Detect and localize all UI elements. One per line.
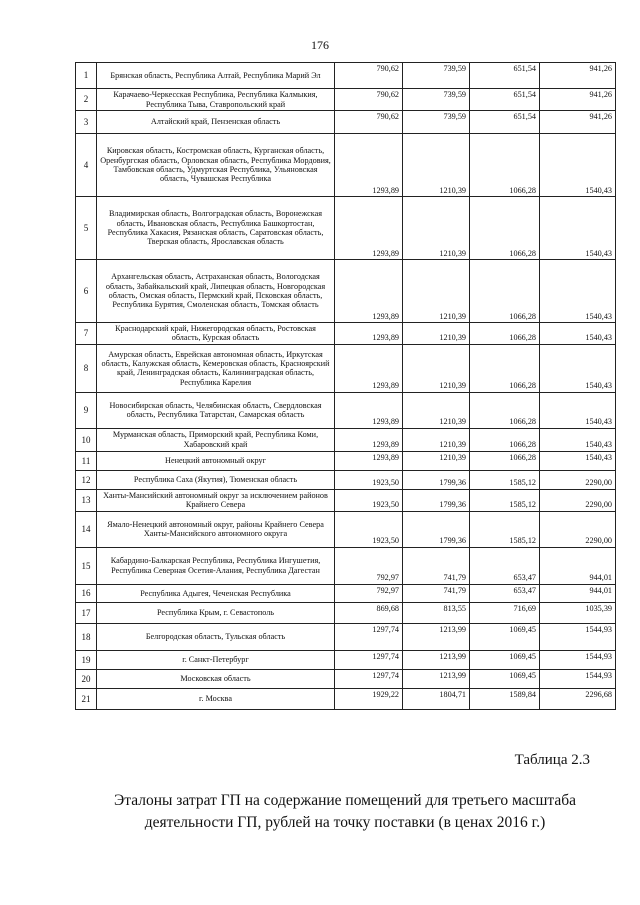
value-cell: 941,26 [540, 111, 616, 134]
table-row [76, 511, 616, 547]
row-number: 17 [76, 602, 97, 623]
value-cell: 1293,89 [335, 134, 403, 197]
value-cell: 1293,89 [335, 260, 403, 323]
value-cell: 2290,00 [540, 511, 616, 547]
value-cell: 1293,89 [335, 451, 403, 470]
value-cell: 1544,93 [540, 623, 616, 650]
table-row [76, 260, 616, 323]
value-cell: 716,69 [470, 602, 540, 623]
value-cell: 1035,39 [540, 602, 616, 623]
table-row [76, 584, 616, 602]
value-cell: 1540,43 [540, 134, 616, 197]
value-cell: 739,59 [403, 63, 470, 89]
region-cell: Ненецкий автономный округ [97, 451, 335, 470]
value-cell: 1210,39 [403, 134, 470, 197]
table-row [76, 89, 616, 111]
value-cell: 941,26 [540, 89, 616, 111]
value-cell: 1297,74 [335, 623, 403, 650]
value-cell: 1069,45 [470, 650, 540, 669]
row-number: 14 [76, 511, 97, 547]
table-row [76, 669, 616, 688]
value-cell: 1540,43 [540, 197, 616, 260]
value-cell: 1210,39 [403, 392, 470, 428]
table-row [76, 197, 616, 260]
value-cell: 1923,50 [335, 511, 403, 547]
table-row [76, 650, 616, 669]
value-cell: 2290,00 [540, 489, 616, 511]
row-number: 18 [76, 623, 97, 650]
value-cell: 1540,43 [540, 428, 616, 451]
row-number: 20 [76, 669, 97, 688]
value-cell: 1544,93 [540, 650, 616, 669]
value-cell: 790,62 [335, 111, 403, 134]
row-number: 2 [76, 89, 97, 111]
value-cell: 1213,99 [403, 623, 470, 650]
value-cell: 651,54 [470, 111, 540, 134]
table-caption: Таблица 2.3 [514, 752, 590, 768]
region-cell: Кабардино-Балкарская Республика, Республика Ингушетия, Республика Северная Осетия-Алания, Республика Дагестан [97, 547, 335, 584]
table-row [76, 688, 616, 709]
table-row [76, 602, 616, 623]
value-cell: 1210,39 [403, 323, 470, 345]
value-cell: 1213,99 [403, 650, 470, 669]
value-cell: 1069,45 [470, 669, 540, 688]
row-number: 10 [76, 428, 97, 451]
value-cell: 2290,00 [540, 470, 616, 489]
region-cell: Республика Саха (Якутия), Тюменская область [97, 470, 335, 489]
value-cell: 1540,43 [540, 323, 616, 345]
region-cell: Московская область [97, 669, 335, 688]
value-cell: 1066,28 [470, 344, 540, 392]
value-cell: 2296,68 [540, 688, 616, 709]
value-cell: 1069,45 [470, 623, 540, 650]
table-body [76, 63, 616, 710]
row-number: 16 [76, 584, 97, 602]
value-cell: 1213,99 [403, 669, 470, 688]
value-cell: 869,68 [335, 602, 403, 623]
region-cell: Ханты-Мансийский автономный округ за исключением районов Крайнего Севера [97, 489, 335, 511]
value-cell: 1066,28 [470, 451, 540, 470]
value-cell: 1585,12 [470, 470, 540, 489]
region-cell: Республика Крым, г. Севастополь [97, 602, 335, 623]
row-number: 9 [76, 392, 97, 428]
region-cell: Ямало-Ненецкий автономный округ, районы Крайнего Севера Ханты-Мансийского автономного округа [97, 511, 335, 547]
cost-table [75, 62, 616, 710]
value-cell: 1540,43 [540, 344, 616, 392]
table-row [76, 623, 616, 650]
value-cell: 651,54 [470, 63, 540, 89]
region-cell: Новосибирская область, Челябинская область, Свердловская область, Республика Татарстан, Самарская область [97, 392, 335, 428]
table-row [76, 323, 616, 345]
value-cell: 741,79 [403, 584, 470, 602]
region-cell: Владимирская область, Волгоградская область, Воронежская область, Ивановская область, Республика Башкортостан, Республика Хакасия, Рязанская область, Саратовская область, Тверская область, Ярославская область [97, 197, 335, 260]
value-cell: 1297,74 [335, 650, 403, 669]
row-number: 5 [76, 197, 97, 260]
value-cell: 790,62 [335, 63, 403, 89]
value-cell: 1293,89 [335, 323, 403, 345]
value-cell: 1066,28 [470, 260, 540, 323]
value-cell: 1210,39 [403, 344, 470, 392]
value-cell: 1540,43 [540, 260, 616, 323]
value-cell: 1297,74 [335, 669, 403, 688]
value-cell: 1544,93 [540, 669, 616, 688]
row-number: 4 [76, 134, 97, 197]
value-cell: 1210,39 [403, 260, 470, 323]
value-cell: 1923,50 [335, 489, 403, 511]
value-cell: 792,97 [335, 547, 403, 584]
value-cell: 1293,89 [335, 428, 403, 451]
row-number: 12 [76, 470, 97, 489]
value-cell: 653,47 [470, 584, 540, 602]
value-cell: 1585,12 [470, 511, 540, 547]
region-cell: Кировская область, Костромская область, Курганская область, Оренбургская область, Орловская область, Республика Мордовия, Тамбовская область, Удмуртская Республика, Ульяновская область, Чувашская Республика [97, 134, 335, 197]
table-row [76, 344, 616, 392]
region-cell: Карачаево-Черкесская Республика, Республика Калмыкия, Республика Тыва, Ставропольский край [97, 89, 335, 111]
row-number: 1 [76, 63, 97, 89]
value-cell: 1540,43 [540, 392, 616, 428]
region-cell: Белгородская область, Тульская область [97, 623, 335, 650]
row-number: 13 [76, 489, 97, 511]
value-cell: 1923,50 [335, 470, 403, 489]
row-number: 7 [76, 323, 97, 345]
row-number: 21 [76, 688, 97, 709]
value-cell: 741,79 [403, 547, 470, 584]
region-cell: Архангельская область, Астраханская область, Вологодская область, Забайкальский край, Липецкая область, Новгородская область, Омская область, Пермский край, Псковская область, Республика Бурятия, Смоленская область, Томская область [97, 260, 335, 323]
row-number: 6 [76, 260, 97, 323]
value-cell: 944,01 [540, 584, 616, 602]
region-cell: Алтайский край, Пензенская область [97, 111, 335, 134]
table-heading: Эталоны затрат ГП на содержание помещений для третьего масштаба деятельности ГП, рублей на точку поставки (в ценах 2016 г.) [114, 792, 576, 832]
value-cell: 1929,22 [335, 688, 403, 709]
row-number: 15 [76, 547, 97, 584]
page-number: 176 [311, 38, 329, 52]
value-cell: 1066,28 [470, 323, 540, 345]
value-cell: 653,47 [470, 547, 540, 584]
row-number: 8 [76, 344, 97, 392]
row-number: 3 [76, 111, 97, 134]
value-cell: 944,01 [540, 547, 616, 584]
region-cell: Республика Адыгея, Чеченская Республика [97, 584, 335, 602]
value-cell: 1210,39 [403, 428, 470, 451]
region-cell: Амурская область, Еврейская автономная область, Иркутская область, Калужская область, Кемеровская область, Красноярский край, Ленинградская область, Калининградская область, Республика Карелия [97, 344, 335, 392]
value-cell: 1804,71 [403, 688, 470, 709]
table-row [76, 451, 616, 470]
table-row [76, 489, 616, 511]
table-row [76, 428, 616, 451]
value-cell: 941,26 [540, 63, 616, 89]
value-cell: 792,97 [335, 584, 403, 602]
value-cell: 1066,28 [470, 197, 540, 260]
value-cell: 1293,89 [335, 392, 403, 428]
value-cell: 1799,36 [403, 470, 470, 489]
value-cell: 1799,36 [403, 489, 470, 511]
table-row [76, 392, 616, 428]
value-cell: 1585,12 [470, 489, 540, 511]
region-cell: Брянская область, Республика Алтай, Республика Марий Эл [97, 63, 335, 89]
value-cell: 1293,89 [335, 197, 403, 260]
value-cell: 1066,28 [470, 134, 540, 197]
value-cell: 1589,84 [470, 688, 540, 709]
value-cell: 790,62 [335, 89, 403, 111]
value-cell: 1066,28 [470, 392, 540, 428]
region-cell: г. Москва [97, 688, 335, 709]
value-cell: 1799,36 [403, 511, 470, 547]
value-cell: 739,59 [403, 89, 470, 111]
table-row [76, 111, 616, 134]
value-cell: 1066,28 [470, 428, 540, 451]
region-cell: Краснодарский край, Нижегородская область, Ростовская область, Курская область [97, 323, 335, 345]
value-cell: 739,59 [403, 111, 470, 134]
value-cell: 1293,89 [335, 344, 403, 392]
value-cell: 651,54 [470, 89, 540, 111]
table-row [76, 547, 616, 584]
region-cell: г. Санкт-Петербург [97, 650, 335, 669]
value-cell: 1540,43 [540, 451, 616, 470]
value-cell: 1210,39 [403, 197, 470, 260]
row-number: 11 [76, 451, 97, 470]
table-row [76, 470, 616, 489]
value-cell: 813,55 [403, 602, 470, 623]
row-number: 19 [76, 650, 97, 669]
region-cell: Мурманская область, Приморский край, Республика Коми, Хабаровский край [97, 428, 335, 451]
value-cell: 1210,39 [403, 451, 470, 470]
table-row [76, 134, 616, 197]
table-row [76, 63, 616, 89]
